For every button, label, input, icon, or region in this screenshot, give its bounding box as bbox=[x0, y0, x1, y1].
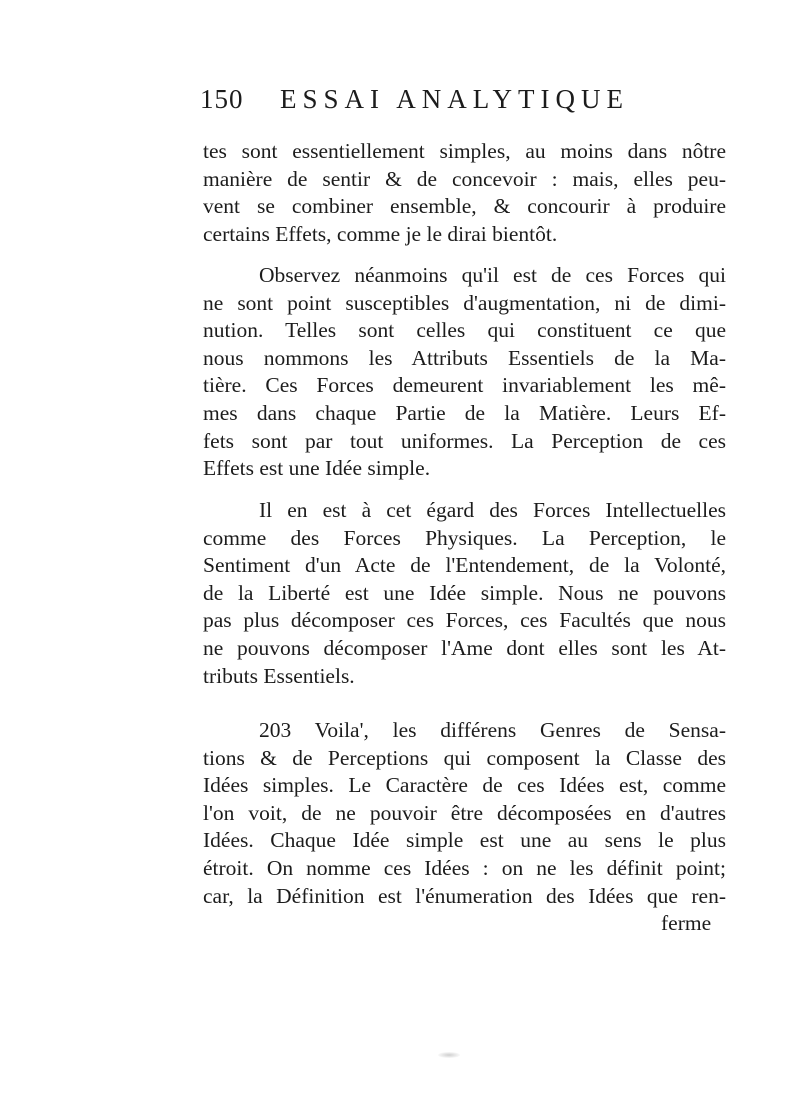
text-line: manière de sentir & de concevoir : mais, elles peu- bbox=[203, 166, 726, 191]
page-number: 150 bbox=[200, 84, 244, 114]
running-title: ESSAI ANALYTIQUE bbox=[280, 84, 630, 114]
text-line: mes dans chaque Partie de la Matière. Leurs Ef- bbox=[203, 400, 726, 425]
paragraph-4 bbox=[203, 717, 726, 910]
text-line: Idées. Chaque Idée simple est une au sens le plus bbox=[203, 828, 726, 853]
paragraph-2 bbox=[203, 262, 726, 483]
ink-smudge bbox=[438, 1052, 460, 1058]
text-line: Sentiment d'un Acte de l'Entendement, de la Volonté, bbox=[203, 553, 726, 578]
text-line: comme des Forces Physiques. La Perception, le bbox=[203, 525, 726, 550]
running-head bbox=[200, 84, 660, 124]
catchword: ferme bbox=[661, 911, 712, 935]
text-line: tes sont essentiellement simples, au moins dans nôtre bbox=[203, 139, 726, 163]
text-line: tions & de Perceptions qui composent la Classe des bbox=[203, 745, 726, 770]
text-line: fets sont par tout uniformes. La Perception de ces bbox=[203, 428, 726, 453]
text-line: ne pouvons décomposer l'Ame dont elles sont les At- bbox=[203, 635, 726, 660]
text-line: certains Effets, comme je le dirai bientôt. bbox=[203, 221, 558, 246]
text-line: Idées simples. Le Caractère de ces Idées est, comme bbox=[203, 773, 726, 798]
text-line: nution. Telles sont celles qui constituent ce que bbox=[203, 318, 726, 343]
text-line: de la Liberté est une Idée simple. Nous ne pouvons bbox=[203, 580, 726, 605]
text-line: tributs Essentiels. bbox=[203, 663, 355, 688]
text-line: tière. Ces Forces demeurent invariablement les mê- bbox=[203, 373, 726, 398]
text-line: ne sont point susceptibles d'augmentation, ni de dimi- bbox=[203, 290, 726, 315]
text-line: 203 Voila', les différens Genres de Sensa- bbox=[259, 718, 726, 742]
paragraph-1 bbox=[203, 138, 726, 248]
text-line: nous nommons les Attributs Essentiels de la Ma- bbox=[203, 345, 726, 370]
text-line: car, la Définition est l'énumeration des Idées que ren- bbox=[203, 883, 726, 908]
text-line: Il en est à cet égard des Forces Intellectuelles bbox=[259, 498, 726, 522]
text-line: Effets est une Idée simple. bbox=[203, 456, 431, 481]
text-line: vent se combiner ensemble, & concourir à produire bbox=[203, 194, 726, 219]
text-line: l'on voit, de ne pouvoir être décomposées en d'autres bbox=[203, 800, 726, 825]
paragraph-3 bbox=[203, 497, 726, 690]
text-line: pas plus décomposer ces Forces, ces Facultés que nous bbox=[203, 608, 726, 633]
text-line: Observez néanmoins qu'il est de ces Forces qui bbox=[259, 263, 726, 287]
text-line: étroit. On nomme ces Idées : on ne les définit point; bbox=[203, 855, 726, 880]
